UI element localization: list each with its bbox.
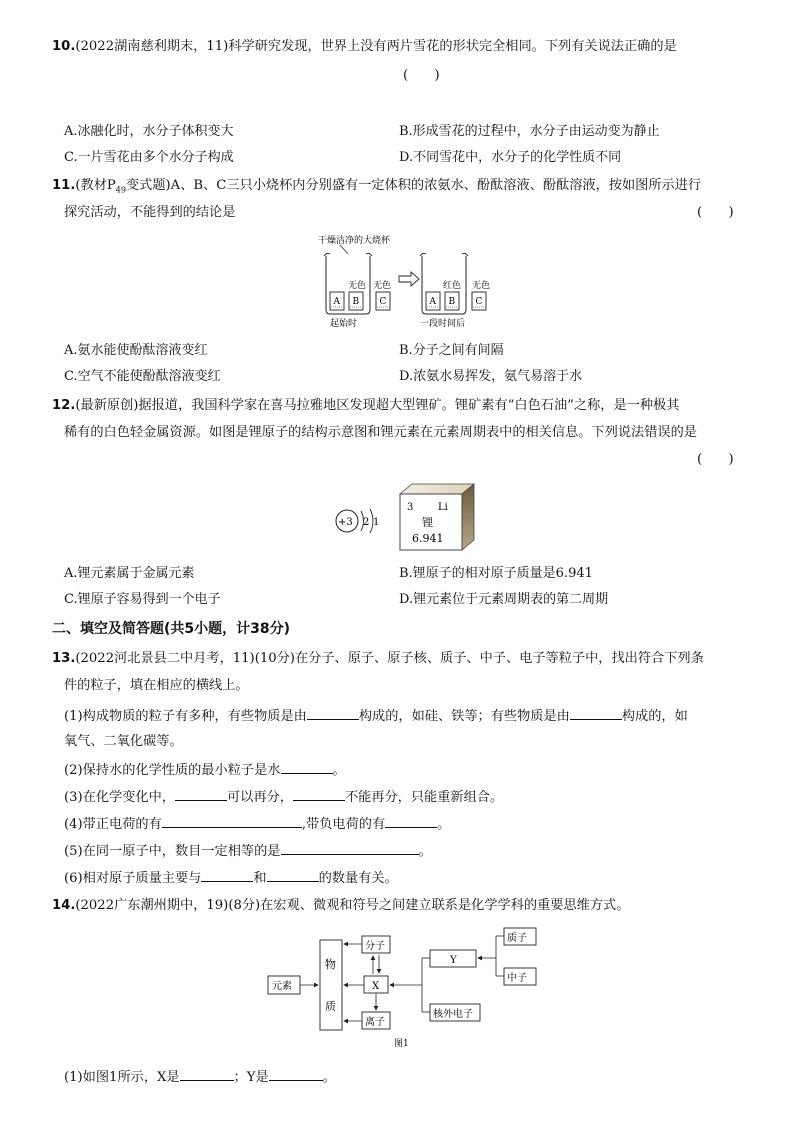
q14-fig-electron: 核外电子: [433, 1009, 473, 1020]
q14-fig-proton: 质子: [507, 933, 527, 944]
q13-stem-text: (2022河北景县二中月考，11)(10分)在分子、原子、原子核、质子、中子、电子等粒子中，找出符合下列条: [75, 651, 704, 666]
q13-p1-text-a: (1)构成物质的粒子有多种，有些物质是由: [64, 709, 307, 724]
q11-fig-b-right: B: [448, 297, 456, 307]
q13-part3: [64, 787, 503, 807]
q13-p1-text-b: 构成的，如硅、铁等；有些物质是由: [358, 709, 570, 724]
q13-p4-text-c: 。: [437, 817, 451, 832]
li-name: 锂: [422, 516, 433, 529]
li-atomic-mass: 6.941: [412, 532, 444, 545]
q12-stem-text: (最新原创)据报道，我国科学家在喜马拉雅地区发现超大型锂矿。锂矿素有“白色石油”之称，是一种极其: [75, 398, 680, 413]
q12-option-a: A.锂元素属于金属元素: [64, 566, 195, 581]
q11-option-d: D.浓氨水易挥发，氨气易溶于水: [399, 369, 583, 384]
q11-fig-c-right: C: [475, 297, 483, 307]
li-periodic-table-cell: [398, 482, 478, 554]
q11-stem-a: (教材P: [75, 178, 116, 193]
q13-p3-blank-1[interactable]: [175, 787, 227, 801]
li-nucleus-charge: +3: [338, 517, 353, 528]
q14-p1-blank-1[interactable]: [180, 1067, 234, 1081]
q13-p6-blank-1[interactable]: [201, 868, 253, 882]
li-atomic-number: 3: [407, 502, 414, 513]
q11-fig-start: 起始时: [330, 319, 358, 329]
q12-number: 12.: [52, 398, 76, 413]
q10-option-c: C.一片雪花由多个水分子构成: [64, 150, 234, 165]
q14-fig-x: X: [372, 981, 380, 992]
q14-concept-diagram: [266, 926, 546, 1050]
q11-answer-bracket: ( ): [697, 205, 734, 220]
q13-p1-text-c: 构成的，如: [621, 709, 688, 724]
q10-stem-text: (2022湖南慈利期末，11)科学研究发现，世界上没有两片雪花的形状完全相同。下列有关说法正确的是: [75, 39, 677, 54]
q13-p4-text-a: (4)带正电荷的有: [64, 817, 162, 832]
q14-fig-matter-1: 物: [325, 958, 336, 971]
q13-p3-blank-2[interactable]: [293, 787, 345, 801]
q11-fig-a-left: A: [333, 297, 340, 307]
q13-p2-text-b: 。: [332, 763, 346, 778]
q11-stem: [52, 177, 701, 200]
q11-fig-after: 一段时间后: [420, 319, 466, 329]
q13-p5-blank[interactable]: [281, 841, 419, 855]
q11-stem-line2: 探究活动，不能得到的结论是: [64, 205, 236, 220]
q13-p5-text-b: 。: [418, 844, 432, 859]
q12-option-d: D.锂元素位于元素周期表的第二周期: [399, 592, 609, 607]
q11-fig-colorless-1: 无色: [348, 281, 367, 291]
q10-option-b: B.形成雪花的过程中，水分子由运动变为静止: [399, 124, 660, 139]
q13-p6-text-b: 和: [253, 871, 267, 886]
q11-option-c: C.空气不能使酚酞溶液变红: [64, 369, 221, 384]
q14-p1-text-b: ；Y是: [233, 1070, 269, 1085]
q13-part2: [64, 760, 346, 780]
q13-p4-blank-2[interactable]: [385, 814, 437, 828]
q13-part4: [64, 814, 450, 834]
q10-number: 10.: [52, 39, 76, 54]
q13-p6-text-a: (6)相对原子质量主要与: [64, 871, 202, 886]
q11-stem-sub: 49: [115, 185, 126, 195]
q11-stem-b: 变式题)A、B、C三只小烧杯内分别盛有一定体积的浓氨水、酚酞溶液、酚酞溶液，按如图所示进行: [125, 178, 702, 193]
q13-part1: [64, 706, 688, 726]
li-shell-2-electrons: 1: [373, 517, 380, 528]
q12-stem: [52, 397, 679, 415]
q12-option-c: C.锂原子容易得到一个电子: [64, 592, 221, 607]
q10-option-d: D.不同雪花中，水分子的化学性质不同: [399, 150, 622, 165]
q11-fig-a-right: A: [429, 297, 436, 307]
q11-fig-colorless-3: 无色: [472, 281, 491, 291]
li-shell-1-electrons: 2: [363, 517, 370, 528]
q14-fig-ion: 离子: [365, 1017, 385, 1028]
q14-part1: [64, 1067, 336, 1087]
q13-p1-blank-1[interactable]: [307, 706, 359, 720]
q14-fig-neutron: 中子: [507, 973, 527, 984]
q14-fig-y: Y: [450, 955, 457, 966]
q11-option-a: A.氨水能使酚酞溶液变红: [64, 343, 208, 358]
q11-fig-red: 红色: [443, 281, 462, 291]
q13-p3-text-c: 不能再分，只能重新组合。: [344, 790, 504, 805]
q14-p1-text-c: 。: [322, 1070, 336, 1085]
q10-stem: [52, 38, 677, 56]
q13-p2-blank[interactable]: [281, 760, 333, 774]
li-symbol: Li: [438, 502, 448, 513]
q12-answer-bracket: ( ): [697, 452, 734, 467]
q13-p5-text-a: (5)在同一原子中，数目一定相等的是: [64, 844, 281, 859]
q11-fig-b-left: B: [352, 297, 360, 307]
q11-beaker-figure: [310, 232, 500, 330]
q13-p3-text-b: 可以再分，: [227, 790, 293, 805]
q14-fig-caption: 图1: [394, 1039, 409, 1049]
q12-option-b: B.锂原子的相对原子质量是6.941: [399, 566, 593, 581]
q11-option-b: B.分子之间有间隔: [399, 343, 504, 358]
q13-p3-text-a: (3)在化学变化中，: [64, 790, 175, 805]
q14-fig-molecule: 分子: [365, 941, 385, 952]
q13-part6: [64, 868, 398, 888]
q14-number: 14.: [52, 898, 76, 913]
q10-answer-bracket: ( ): [403, 68, 440, 83]
q11-fig-top-label: 干燥洁净的大烧杯: [318, 236, 391, 246]
li-atom-structure-diagram: [334, 505, 384, 537]
q10-option-a: A.冰融化时，水分子体积变大: [64, 124, 234, 139]
q13-stem-line2: 件的粒子，填在相应的横线上。: [64, 678, 249, 693]
q13-p4-blank-1[interactable]: [162, 814, 302, 828]
q12-stem-line2: 稀有的白色轻金属资源。如图是锂原子的结构示意图和锂元素在元素周期表中的相关信息。下列说法错误的是: [64, 425, 697, 440]
q13-p2-text-a: (2)保持水的化学性质的最小粒子是水: [64, 763, 281, 778]
q11-fig-colorless-2: 无色: [373, 281, 392, 291]
q13-p6-text-c: 的数量有关。: [318, 871, 398, 886]
q13-number: 13.: [52, 651, 76, 666]
q14-stem: [52, 897, 629, 915]
q13-stem: [52, 650, 704, 668]
q11-fig-c-left: C: [379, 297, 387, 307]
q14-fig-matter-2: 质: [325, 1000, 336, 1013]
q14-p1-text-a: (1)如图1所示，X是: [64, 1070, 180, 1085]
q14-fig-element: 元素: [272, 981, 292, 992]
q13-part5: [64, 841, 432, 861]
q13-p1-blank-2[interactable]: [570, 706, 622, 720]
q11-number: 11.: [52, 178, 76, 193]
section-2-title: 二、填空及简答题(共5小题，计38分): [52, 621, 291, 637]
q13-p1-text-d: 氧气、二氧化碳等。: [64, 734, 183, 749]
q14-p1-blank-2[interactable]: [269, 1067, 323, 1081]
q13-p4-text-b: ,带负电荷的有: [301, 817, 386, 832]
q14-stem-text: (2022广东潮州期中，19)(8分)在宏观、微观和符号之间建立联系是化学学科的重要思维方式。: [75, 898, 630, 913]
q13-p6-blank-2[interactable]: [267, 868, 319, 882]
